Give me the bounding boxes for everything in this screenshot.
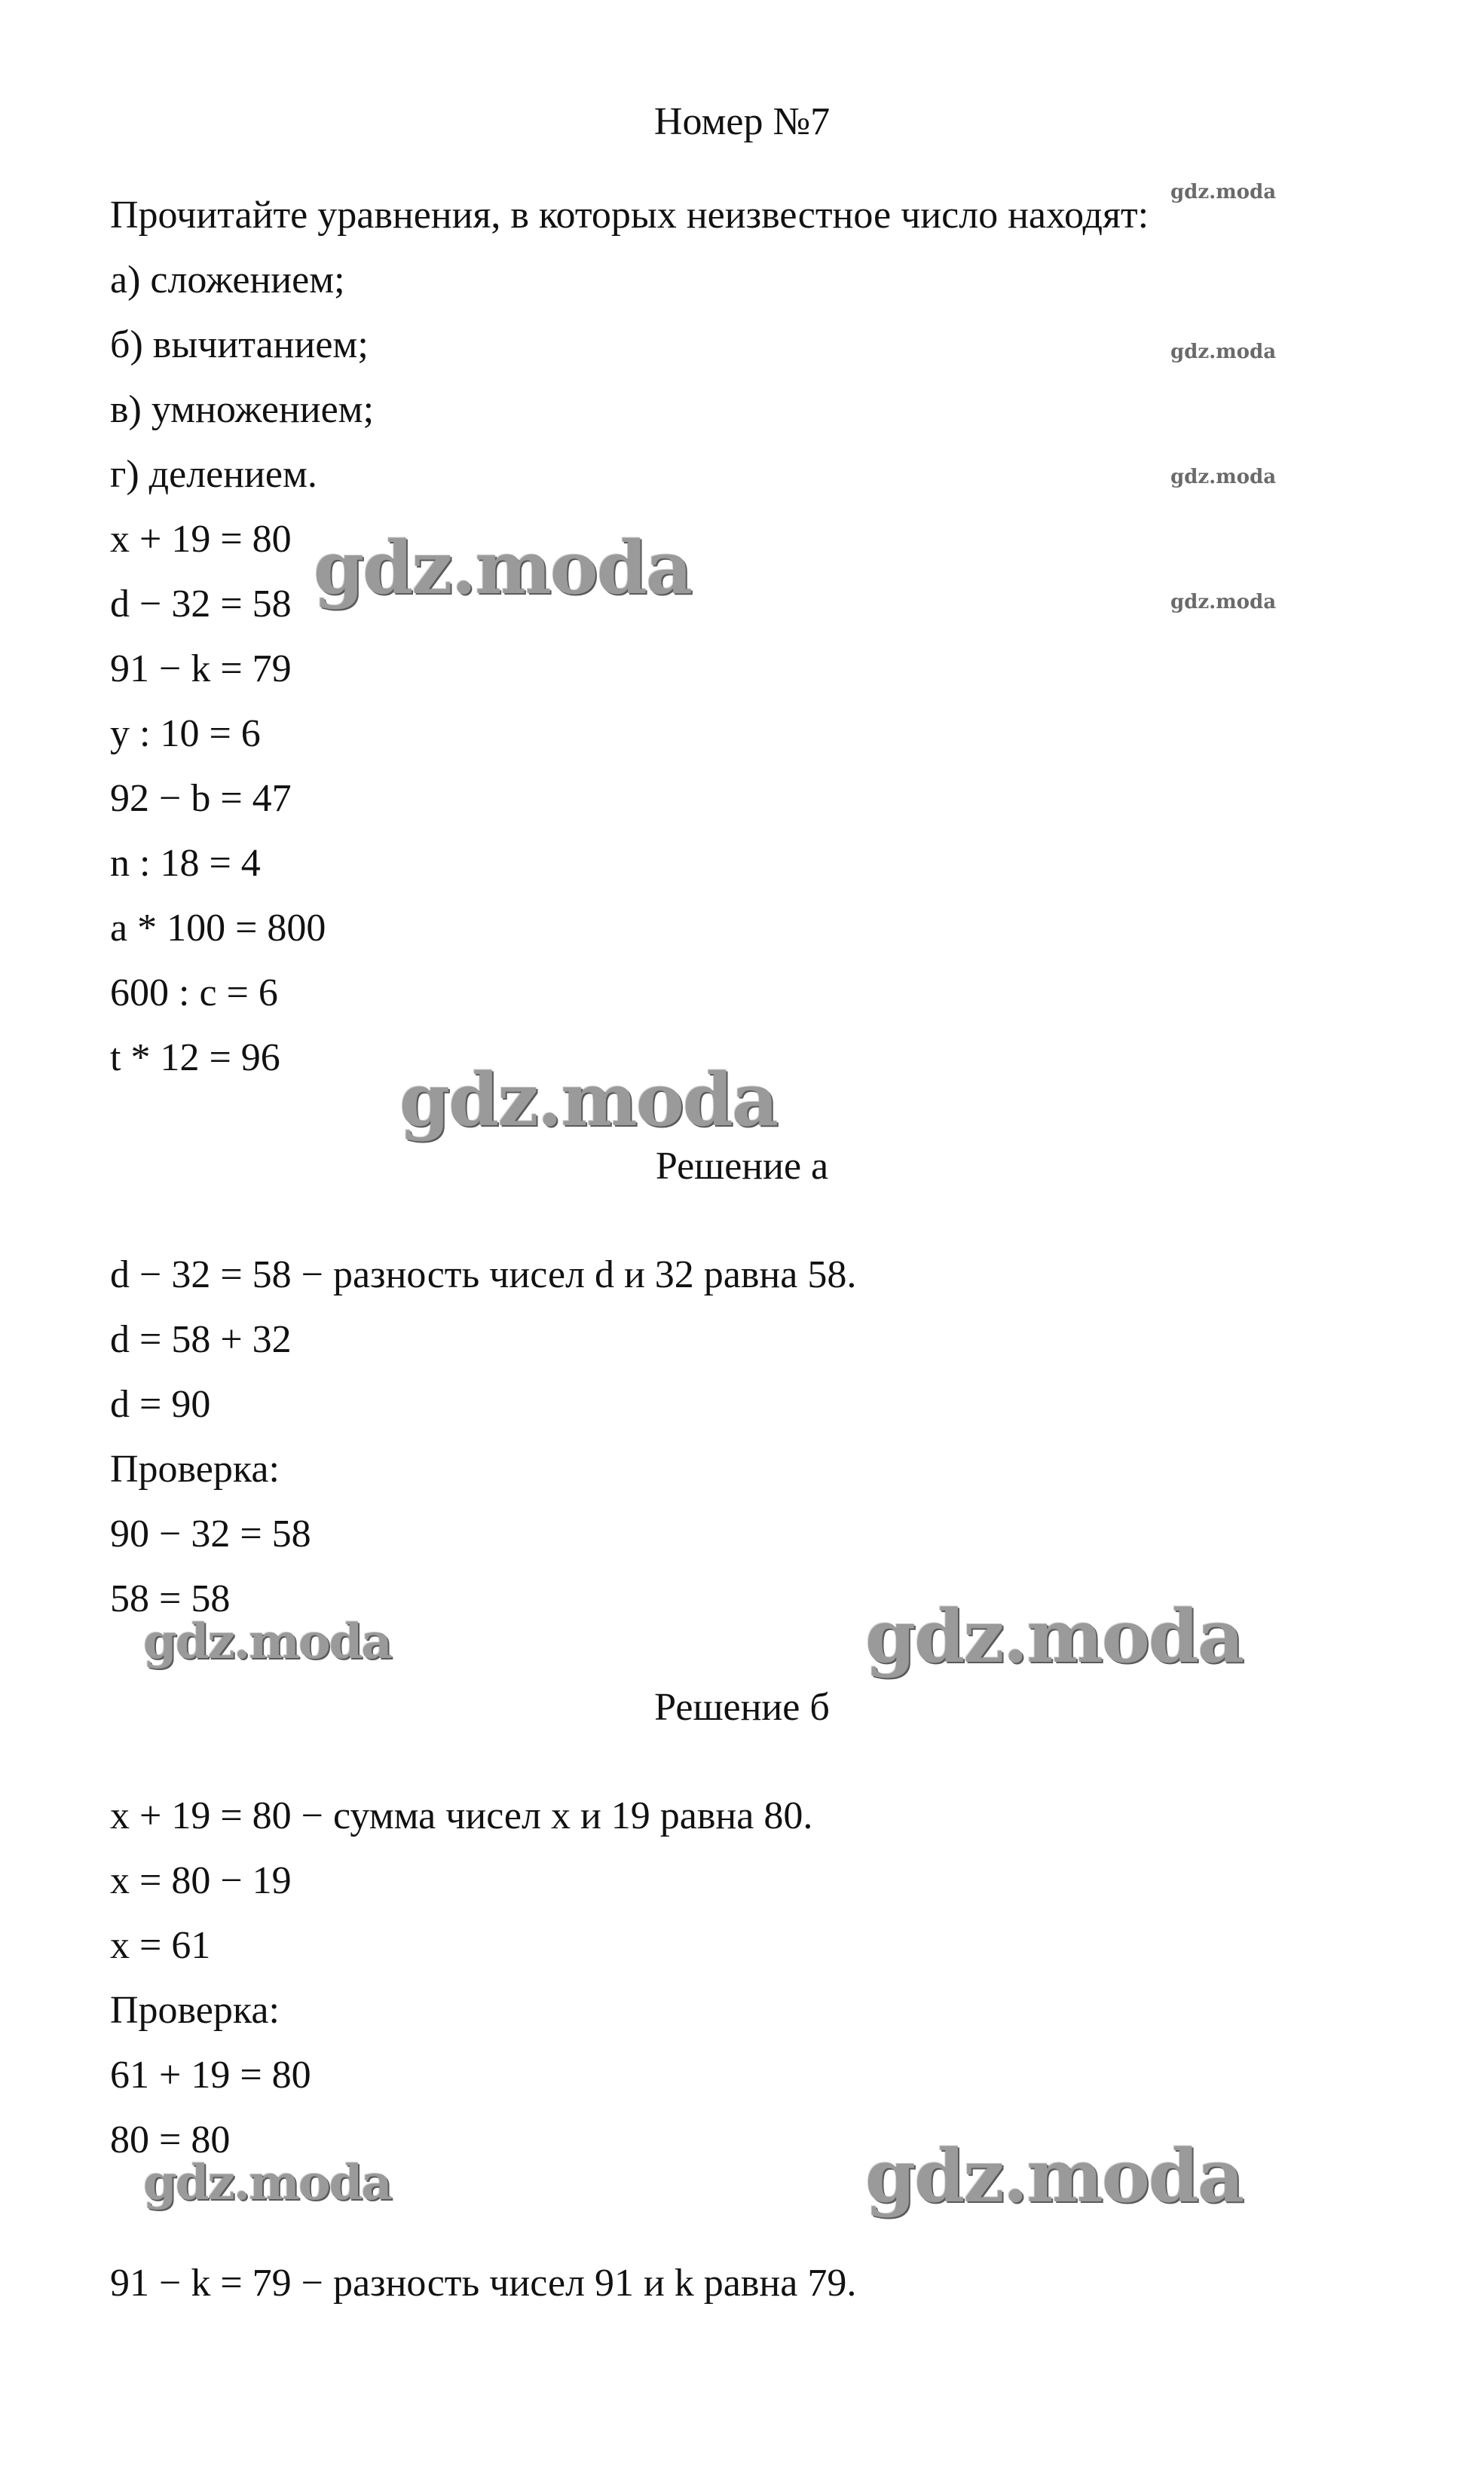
watermark: gdz.moda: [865, 1594, 1244, 1679]
solution-b-line: x = 80 − 19: [110, 1859, 292, 1902]
equation: y : 10 = 6: [110, 712, 261, 755]
solution-a-line: d − 32 = 58 − разность чисел d и 32 равна 58.: [110, 1253, 857, 1296]
watermark: gdz.moda: [1170, 341, 1277, 363]
equation: 92 − b = 47: [110, 777, 292, 820]
equation: n : 18 = 4: [110, 842, 261, 885]
equation: a * 100 = 800: [110, 907, 326, 950]
solution-a-line: 58 = 58: [110, 1577, 231, 1620]
task-option: г) делением.: [110, 453, 317, 496]
watermark: gdz.moda: [399, 1057, 778, 1143]
watermark: gdz.moda: [1170, 466, 1277, 488]
watermark: gdz.moda: [314, 525, 692, 610]
solution-a-line: Проверка:: [110, 1448, 280, 1491]
watermark: gdz.moda: [143, 1614, 391, 1670]
task-option: а) сложением;: [110, 258, 345, 301]
solution-a-heading: Решение а: [655, 1145, 829, 1188]
solution-b-line: x + 19 = 80 − сумма чисел x и 19 равна 80.: [110, 1794, 813, 1837]
watermark: gdz.moda: [1170, 591, 1277, 613]
watermark: gdz.moda: [1170, 181, 1277, 203]
solution-b-line: Проверка:: [110, 1989, 280, 2032]
equation: d − 32 = 58: [110, 583, 292, 626]
page-title: Номер №7: [653, 100, 831, 143]
solution-b-heading: Решение б: [654, 1686, 830, 1729]
equation: x + 19 = 80: [110, 518, 292, 561]
solution-a-line: 90 − 32 = 58: [110, 1513, 311, 1556]
task-option: б) вычитанием;: [110, 323, 369, 366]
equation: 91 − k = 79: [110, 647, 292, 690]
solution-b-line: 61 + 19 = 80: [110, 2054, 311, 2097]
equation: t * 12 = 96: [110, 1036, 280, 1079]
solution-a-line: d = 90: [110, 1383, 211, 1426]
equation: 600 : c = 6: [110, 971, 278, 1014]
watermark: gdz.moda: [865, 2134, 1244, 2219]
continuation-line: 91 − k = 79 − разность чисел 91 и k равна 79.: [110, 2262, 857, 2305]
solution-a-line: d = 58 + 32: [110, 1318, 292, 1361]
task-prompt: Прочитайте уравнения, в которых неизвестное число находят:: [110, 194, 1149, 237]
task-option: в) умножением;: [110, 388, 375, 431]
solution-b-line: 80 = 80: [110, 2118, 231, 2161]
solution-b-line: x = 61: [110, 1924, 211, 1967]
watermark: gdz.moda: [143, 2155, 391, 2211]
